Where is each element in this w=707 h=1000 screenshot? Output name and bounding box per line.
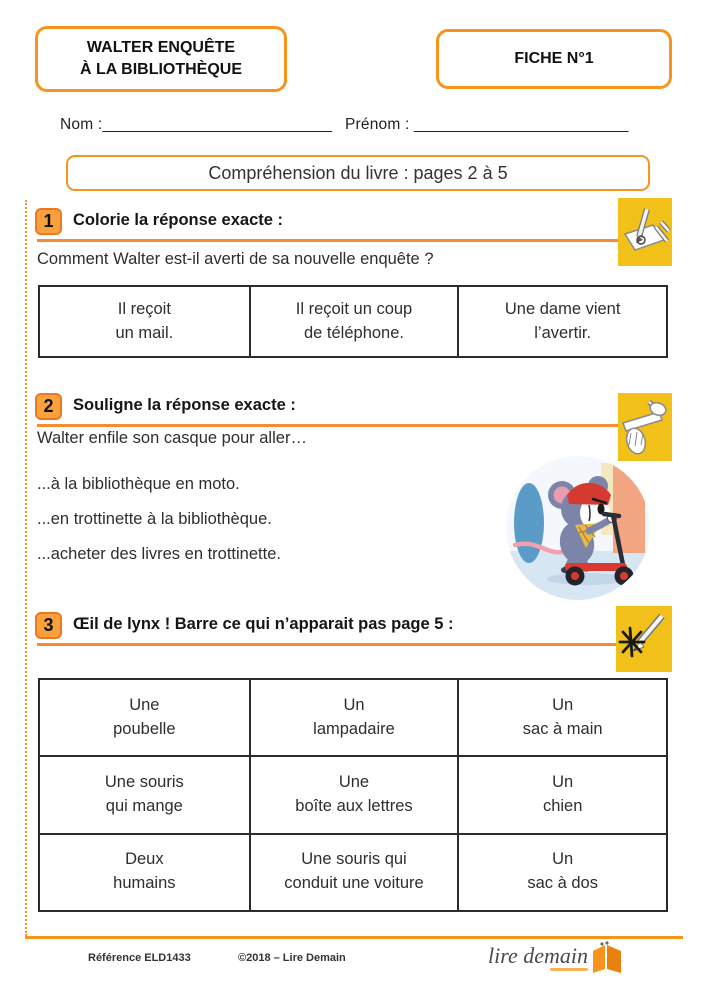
q3-cell-4-line2: qui mange bbox=[105, 796, 183, 815]
q1-answer-cell[interactable] bbox=[40, 287, 249, 356]
q1-answer-3-line1: Une dame vient bbox=[504, 299, 621, 318]
worksheet-title-line2: À LA BIBLIOTHÈQUE bbox=[79, 61, 243, 78]
logo-tagline-mark bbox=[550, 968, 588, 971]
question-1-title: Colorie la réponse exacte : bbox=[73, 211, 283, 229]
ruler-underline-icon bbox=[618, 393, 672, 461]
q3-cell-9-line2: sac à dos bbox=[527, 874, 598, 893]
q3-cell-6-line1: Un bbox=[552, 773, 574, 792]
q3-cell-1-line1: Une bbox=[129, 695, 160, 714]
q3-cell[interactable] bbox=[249, 833, 458, 910]
fiche-number-label: FICHE N°1 bbox=[514, 50, 594, 67]
fiche-number-box bbox=[436, 29, 672, 89]
cross-out-pencil-icon bbox=[616, 606, 672, 672]
q3-cell[interactable] bbox=[457, 680, 666, 755]
q3-cell-2-line1: Un bbox=[343, 695, 365, 714]
question-2-title: Souligne la réponse exacte : bbox=[73, 396, 296, 414]
prenom-label: Prénom : bbox=[344, 116, 410, 133]
q3-cell-4-line1: Une souris bbox=[104, 773, 184, 792]
q3-cell[interactable] bbox=[40, 680, 249, 755]
question-1-prompt: Comment Walter est-il averti de sa nouvelle enquête ? bbox=[37, 250, 434, 268]
q1-answer-2-line2: de téléphone. bbox=[303, 323, 404, 342]
question-2-number-badge: 2 bbox=[35, 393, 62, 420]
q2-option-3[interactable]: ...acheter des livres en trottinette. bbox=[37, 545, 281, 563]
q1-answer-1-line2: un mail. bbox=[115, 323, 174, 342]
question-3-answer-table bbox=[38, 678, 668, 912]
question-3-number-badge: 3 bbox=[35, 612, 62, 639]
q3-cell-7-line2: humains bbox=[113, 874, 176, 893]
q1-answer-cell[interactable] bbox=[457, 287, 666, 356]
q3-cell[interactable] bbox=[249, 755, 458, 832]
q1-answer-cell[interactable] bbox=[249, 287, 458, 356]
question-1-section bbox=[35, 208, 672, 268]
q3-cell[interactable] bbox=[457, 755, 666, 832]
q1-answer-3-line2: l’avertir. bbox=[534, 323, 592, 342]
nom-label: Nom : bbox=[60, 116, 103, 133]
q1-answer-1-line1: Il reçoit bbox=[117, 299, 171, 318]
q1-answer-2-line1: Il reçoit un coup bbox=[295, 299, 413, 318]
q3-cell[interactable] bbox=[40, 833, 249, 910]
question-1-header bbox=[35, 208, 672, 242]
question-2-header bbox=[35, 393, 672, 427]
q3-cell-3-line1: Un bbox=[552, 695, 574, 714]
prenom-write-line: ____________________________ bbox=[413, 116, 628, 133]
q3-cell-7-line1: Deux bbox=[125, 850, 164, 869]
q2-option-1[interactable]: ...à la bibliothèque en moto. bbox=[37, 475, 240, 493]
left-margin-dotted-rule bbox=[25, 200, 27, 936]
q3-cell-9-line1: Un bbox=[552, 850, 574, 869]
q3-cell-8-line2: conduit une voiture bbox=[284, 874, 424, 893]
worksheet-subtitle-text: Compréhension du livre : pages 2 à 5 bbox=[208, 162, 508, 183]
q3-cell[interactable] bbox=[40, 755, 249, 832]
question-2-options bbox=[37, 475, 281, 580]
mouse-on-scooter-illustration bbox=[505, 455, 651, 601]
worksheet-title-line1: WALTER ENQUÊTE bbox=[86, 39, 236, 57]
q3-cell-3-line2: sac à main bbox=[522, 719, 603, 738]
question-1-answer-table bbox=[38, 285, 668, 358]
question-3-section bbox=[35, 612, 672, 646]
question-3-title: Œil de lynx ! Barre ce qui n’apparait pas page 5 : bbox=[73, 615, 454, 633]
question-1-underline bbox=[37, 239, 622, 242]
footer-divider-line bbox=[25, 936, 683, 939]
lire-demain-logo bbox=[488, 941, 624, 980]
question-3-underline bbox=[37, 643, 622, 646]
q3-cell-8-line1: Une souris qui bbox=[301, 850, 407, 869]
footer-copyright: ©2018 – Lire Demain bbox=[238, 952, 346, 964]
q3-cell-1-line2: poubelle bbox=[113, 719, 176, 738]
lire-demain-logo-text: lire demain bbox=[488, 943, 588, 968]
open-book-icon bbox=[590, 941, 624, 980]
worksheet-title-box bbox=[35, 26, 287, 92]
q3-cell[interactable] bbox=[249, 680, 458, 755]
coloring-pencils-icon bbox=[618, 198, 672, 266]
name-row bbox=[60, 116, 660, 134]
question-2-prompt: Walter enfile son casque pour aller… bbox=[37, 429, 307, 447]
q3-cell-2-line2: lampadaire bbox=[313, 719, 395, 738]
question-2-underline bbox=[37, 424, 622, 427]
nom-write-line: ______________________________ bbox=[102, 116, 331, 133]
q3-cell-5-line2: boîte aux lettres bbox=[295, 796, 413, 815]
footer-reference: Référence ELD1433 bbox=[88, 952, 191, 964]
question-1-number-badge: 1 bbox=[35, 208, 62, 235]
question-2-section bbox=[35, 393, 672, 563]
worksheet-subtitle bbox=[66, 155, 650, 191]
q3-cell-5-line1: Une bbox=[338, 773, 370, 792]
q2-option-2[interactable]: ...en trottinette à la bibliothèque. bbox=[37, 510, 272, 528]
question-3-header bbox=[35, 612, 672, 646]
q3-cell[interactable] bbox=[457, 833, 666, 910]
q3-cell-6-line2: chien bbox=[542, 796, 583, 815]
